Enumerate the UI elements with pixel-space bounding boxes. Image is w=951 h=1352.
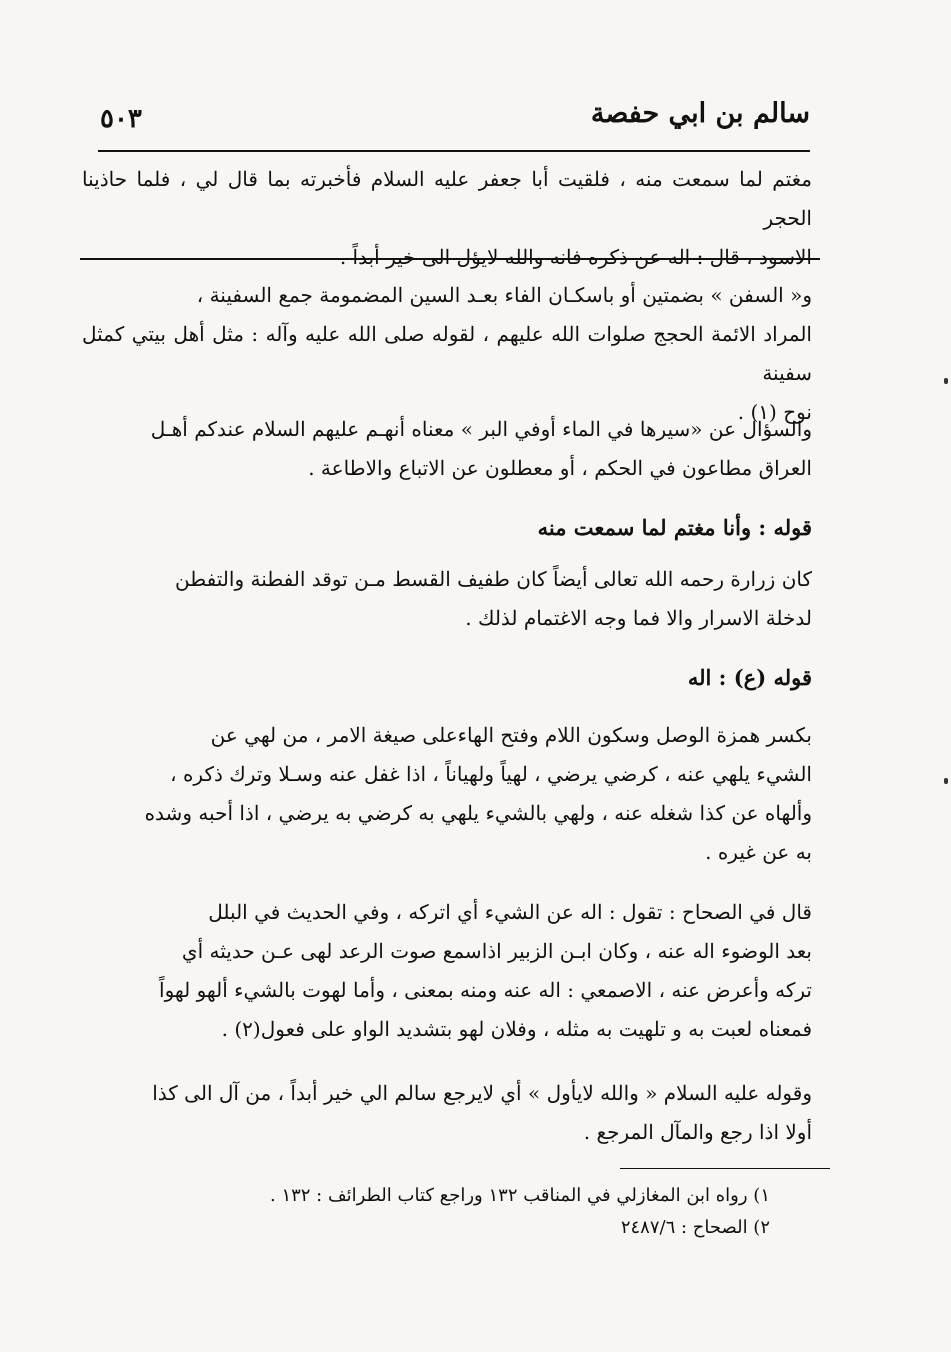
running-header	[100, 98, 810, 146]
text-line: العراق مطاعون في الحكم ، أو معطلون عن الاتباع والاطاعة .	[308, 456, 812, 480]
text-line: و« السفن » بضمتين أو باسكـان الفاء بعـد السين المضمومة جمع السفينة ،	[196, 283, 812, 307]
text-line: بكسر همزة الوصل وسكون اللام وفتح الهاءعلى صيغة الامر ، من لهي عن	[210, 723, 812, 747]
text-line: وألهاه عن كذا شغله عنه ، ولهي بالشيء يلهي به كرضي به يرضي ، اذا أحبه وشده	[144, 801, 812, 825]
commentary-para-1	[82, 276, 812, 432]
text-line: كان زرارة رحمه الله تعالى أيضاً كان طفيف القسط مـن توقد الفطنة والتفطن	[175, 567, 812, 591]
text-line: لدخلة الاسرار والا فما وجه الاغتمام لذلك .	[465, 606, 812, 630]
commentary-para-2	[82, 410, 812, 488]
footnote-1: ١) رواه ابن المغازلي في المناقب ١٣٢ وراجع كتاب الطرائف : ١٣٢ .	[269, 1185, 770, 1206]
text-line: تركه وأعرض عنه ، الاصمعي : اله عنه ومنه بمعنى ، وأما لهوت بالشيء ألهو لهواً	[159, 978, 812, 1002]
footnote-2: ٢) الصحاح : ٢٤٨٧/٦	[620, 1217, 770, 1238]
text-line: الشيء يلهي عنه ، كرضي يرضي ، لهياً ولهياناً ، اذا غفل عنه وسـلا وترك ذكره ،	[170, 762, 812, 786]
page-number: ٥٠٣	[100, 104, 142, 134]
commentary-para-6	[82, 1074, 812, 1152]
footnotes	[180, 1180, 770, 1244]
footnote-rule	[620, 1168, 830, 1169]
commentary-para-5	[82, 893, 812, 1049]
header-title: سالم بن ابي حفصة	[590, 98, 810, 129]
text-line: به عن غيره .	[705, 840, 812, 864]
header-rule	[98, 150, 810, 152]
quote-line: الاسود ، قال : اله عن ذكره فانه والله لايؤل الى خير أبداً .	[339, 245, 812, 269]
commentary-heading: قوله : وأنا مغتم لما سمعت منه	[537, 515, 812, 540]
commentary-para-3	[82, 560, 812, 638]
commentary-heading: قوله (ع) : اله	[687, 665, 812, 690]
commentary-para-4	[82, 716, 812, 872]
text-line: نوح (١) .	[737, 400, 812, 424]
text-line: بعد الوضوء اله عنه ، وكان ابـن الزبير اذاسمع صوت الرعد لهى عـن حديثه أي	[181, 939, 812, 963]
margin-speck	[944, 778, 948, 784]
margin-speck	[944, 378, 948, 384]
text-line: فمعناه لعبت به و تلهيت به مثله ، وفلان لهو بتشديد الواو على فعول(٢) .	[221, 1017, 812, 1041]
text-line: أولا اذا رجع والمآل المرجع .	[583, 1120, 812, 1144]
text-line: قال في الصحاح : تقول : اله عن الشيء أي اتركه ، وفي الحديث في البلل	[208, 900, 812, 924]
section-rule	[80, 258, 820, 260]
text-line: وقوله عليه السلام « والله لايأول » أي لايرجع سالم الي خير أبداً ، من آل الى كذا	[152, 1081, 812, 1105]
text-line: والسؤال عن «سيرها في الماء أوفي البر » معناه أنهـم عليهم السلام عندكم أهـل	[150, 417, 812, 441]
text-line: المراد الائمة الحجج صلوات الله عليهم ، لقوله صلى الله عليه وآله : مثل أهل بيتي كمثل سفينة	[82, 322, 812, 385]
quote-line: مغتم لما سمعت منه ، فلقيت أبا جعفر عليه السلام فأخبرته بما قال لي ، فلما حاذينا الحجر	[82, 167, 812, 230]
